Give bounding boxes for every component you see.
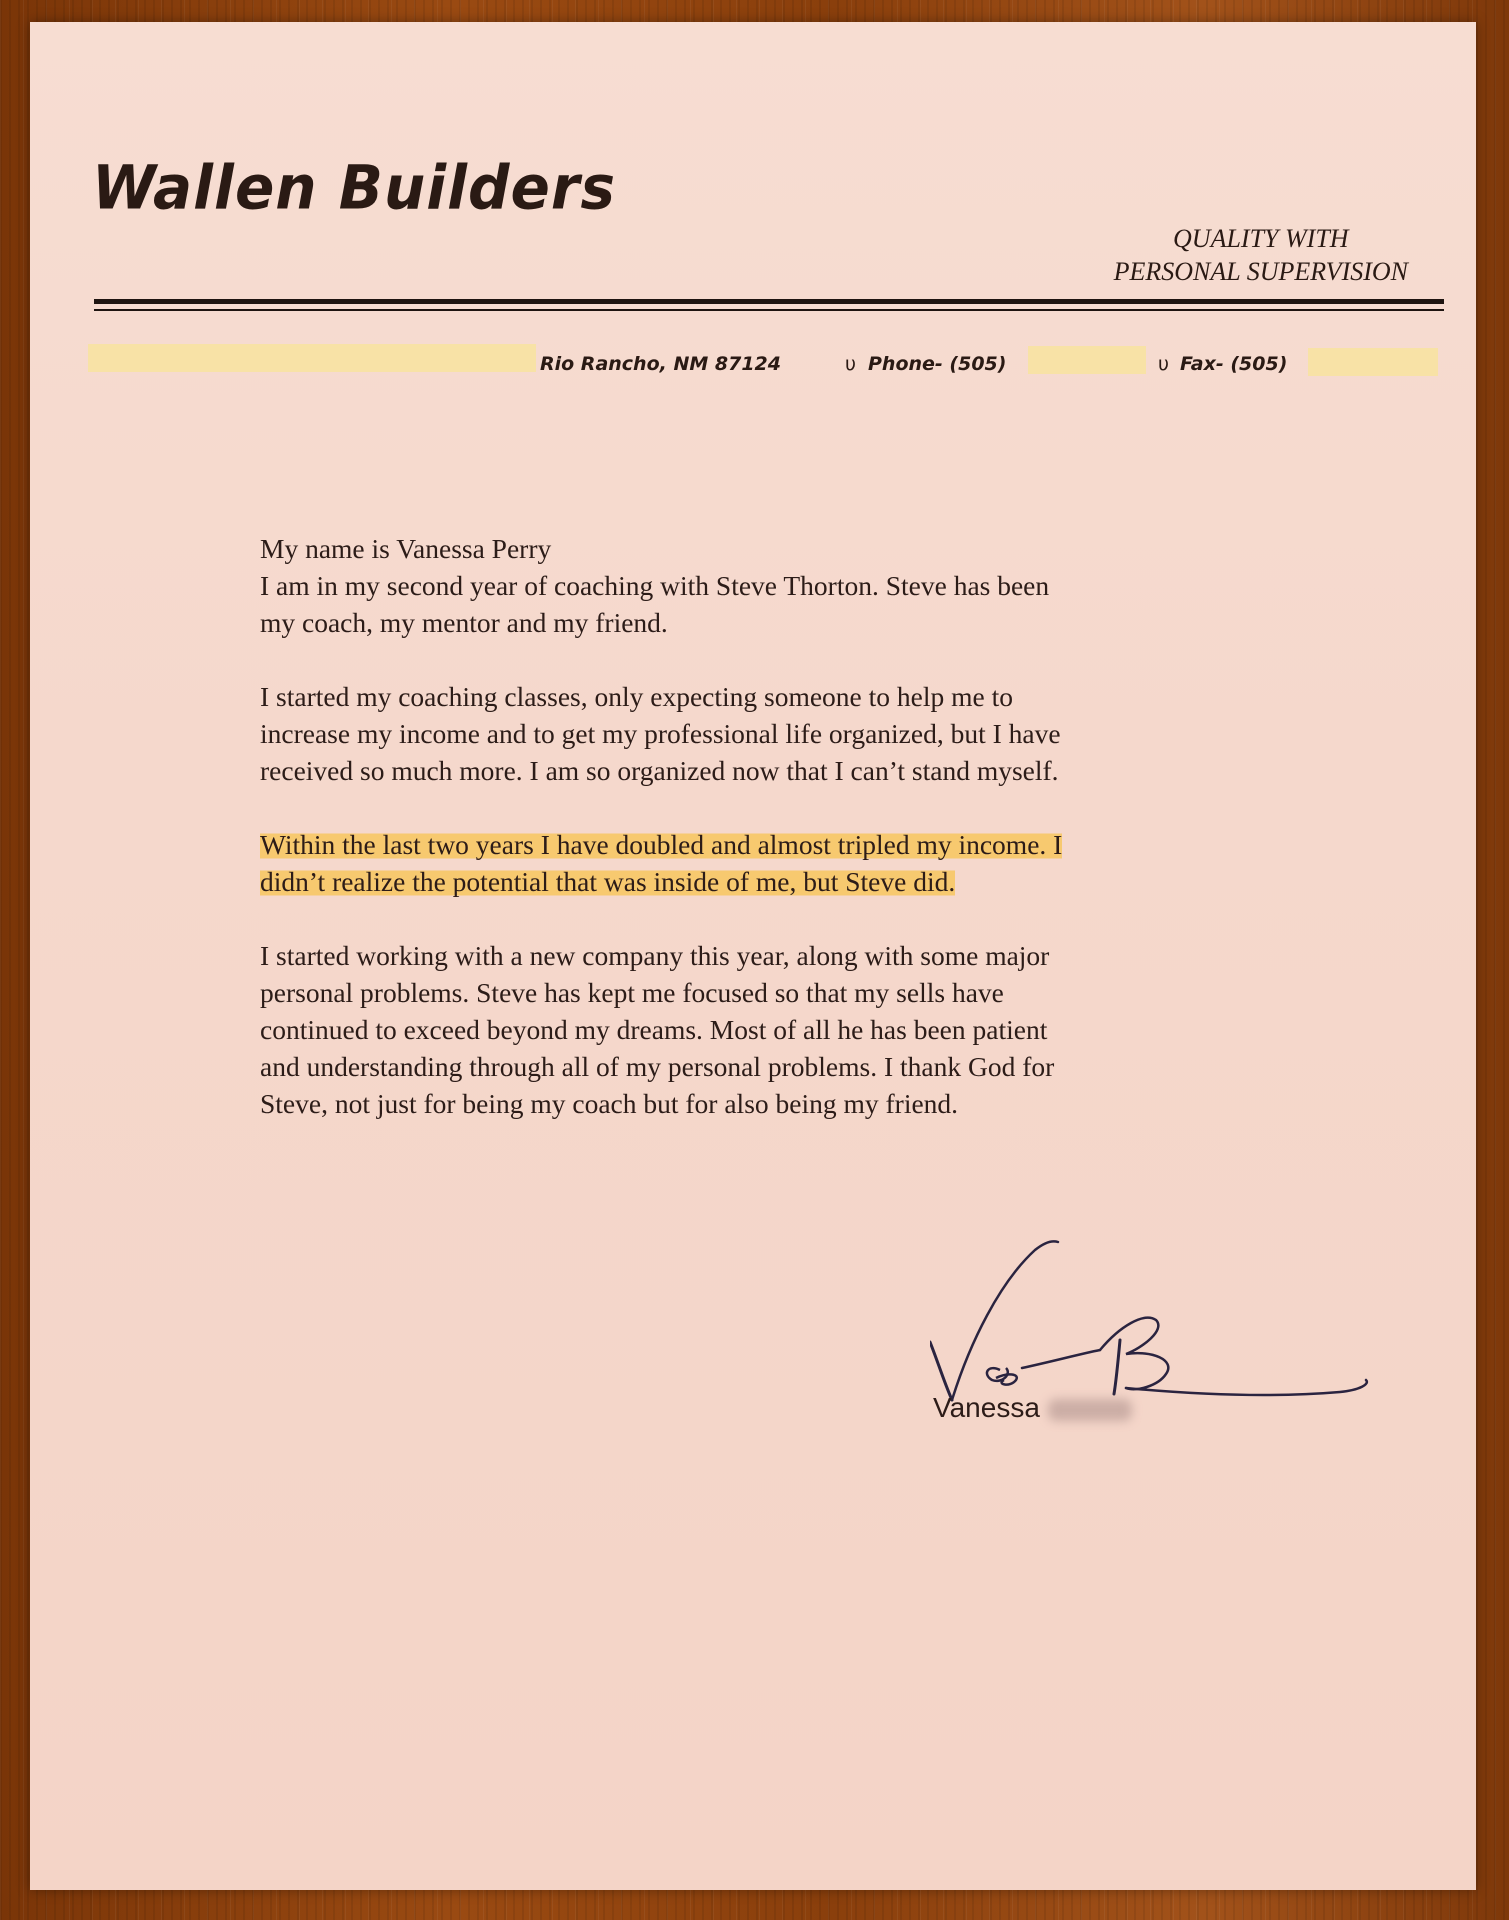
highlighted-line-2: didn’t realize the potential that was inside of me, but Steve did.	[260, 866, 956, 897]
phone-label: Phone- (505)	[868, 353, 1007, 375]
letter-page	[30, 22, 1476, 1890]
company-tagline	[1114, 222, 1408, 288]
tagline-line-2: PERSONAL SUPERVISION	[1113, 257, 1408, 286]
highlighted-line-1: Within the last two years I have doubled and almost tripled my income. I	[260, 829, 1063, 860]
paragraph-2: I started my coaching classes, only expecting someone to help me to increase my income and to get my professional life organized, but I have received so much more. I am so organized now that I can’t stand myself.	[260, 681, 1061, 786]
intro-line-1: My name is Vanessa Perry	[260, 533, 552, 564]
redacted-fax-number	[1308, 348, 1438, 376]
tagline-line-1: QUALITY WITH	[1173, 224, 1349, 253]
signer-first-name: Vanessa	[933, 1392, 1040, 1423]
redacted-street-address	[88, 344, 536, 372]
letter-body	[260, 530, 1260, 1159]
separator-glyph-1: υ	[845, 353, 856, 375]
city-state-zip: Rio Rancho, NM 87124	[540, 353, 781, 375]
paragraph-3-highlighted	[260, 826, 1260, 900]
redacted-phone-number	[1028, 346, 1146, 374]
intro-paragraph: I am in my second year of coaching with Steve Thorton. Steve has been my coach, my mentor and my friend.	[260, 570, 1050, 638]
header-rule-thin	[94, 309, 1444, 311]
signer-name	[933, 1392, 1132, 1424]
fax-label: Fax- (505)	[1180, 353, 1288, 375]
blurred-last-name	[1048, 1399, 1132, 1421]
handwritten-signature	[930, 1222, 1400, 1412]
separator-glyph-2: υ	[1158, 353, 1169, 375]
header-rule-thick	[94, 299, 1444, 304]
company-name: Wallen Builders	[92, 152, 617, 224]
paragraph-4: I started working with a new company this year, along with some major personal problems. Steve has kept me focused so that my sells have continued to exceed beyond my dreams. Most of all he has been patient and understanding through all of my personal problems. I thank God for Steve, not just for being my coach but for also being my friend.	[260, 940, 1055, 1119]
